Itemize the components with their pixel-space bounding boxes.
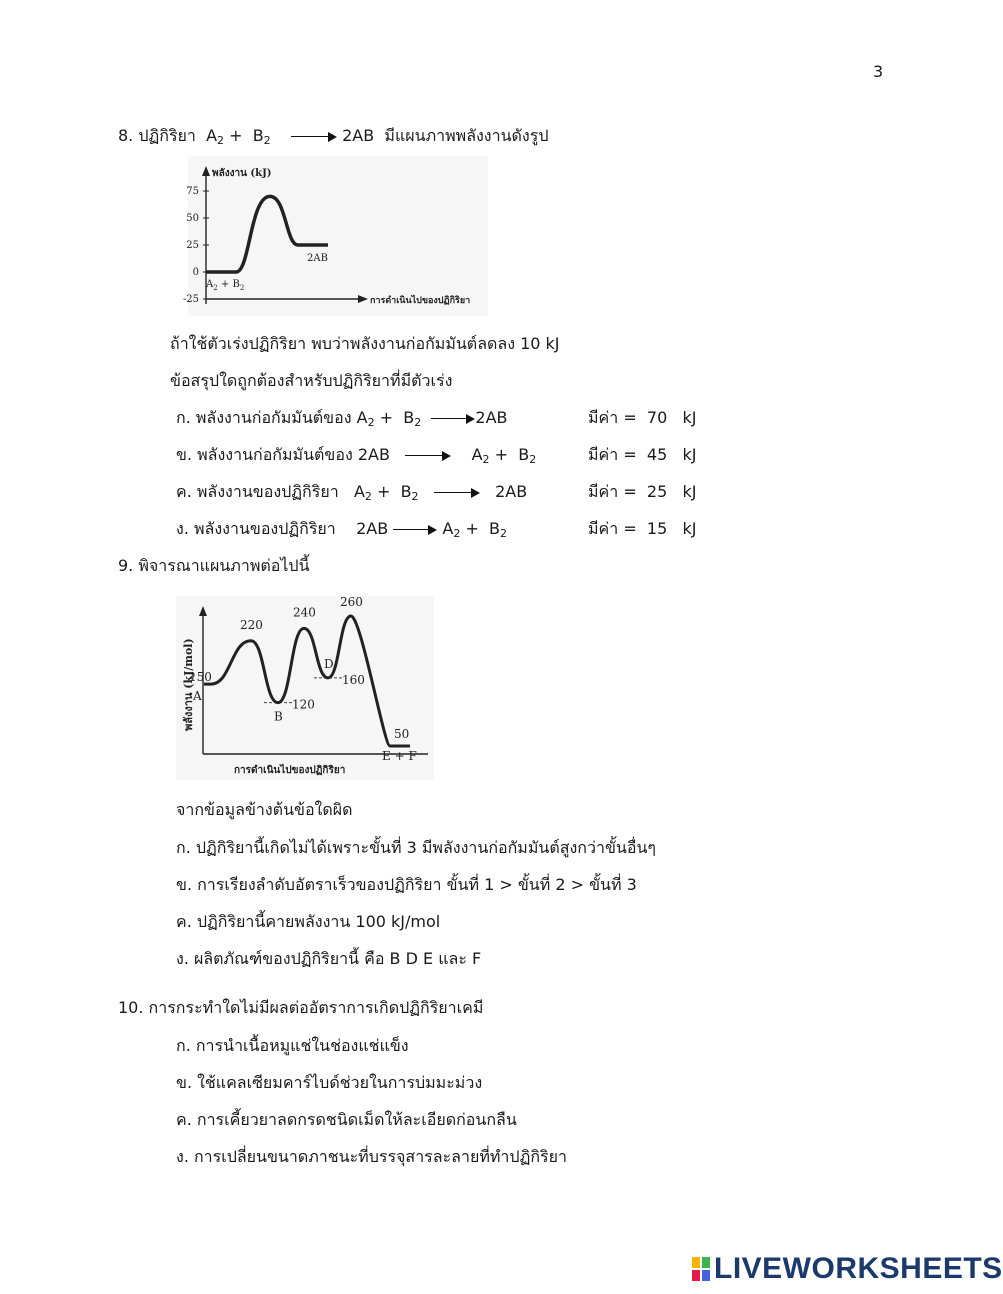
unit: kJ: [682, 482, 697, 501]
reaction-arrow-icon: [393, 525, 437, 535]
value: 15: [646, 519, 668, 538]
value-label: มีค่า =: [588, 519, 637, 538]
q8-option-c-value: [588, 482, 697, 502]
point-label: A: [193, 689, 202, 704]
liveworksheets-logo: [692, 1252, 1003, 1286]
option-label: ง. พลังงานของปฏิกิริยา: [176, 519, 336, 538]
q10-option-d[interactable]: ง. การเปลี่ยนขนาดภาชนะที่บรรจุสารละลายที่ทำปฏิกิริยา: [176, 1147, 567, 1166]
option-sub: 2: [500, 527, 508, 540]
q9-option-b[interactable]: ข. การเรียงลำดับอัตราเร็วของปฏิกิริยา ขั้นที่ 1 > ขั้นที่ 2 > ขั้นที่ 3: [176, 875, 637, 894]
page-number: 3: [873, 62, 884, 81]
q8-option-a[interactable]: ก. พลังงานก่อกัมมันต์ของ $A_2 + B_2$ 2AB: [176, 408, 508, 429]
q8-prefix: 8. ปฏิกิริยา: [118, 126, 196, 145]
q8-option-c[interactable]: ค. พลังงานของปฏิกิริยา $A_2 + B_2$ 2AB: [176, 482, 528, 503]
reaction-arrow-icon: [434, 488, 480, 498]
chart1-ylabel: พลังงาน (kJ): [212, 168, 272, 179]
option-formula: 2AB: [475, 408, 508, 427]
logo-block: [702, 1257, 710, 1268]
option-label: ข. พลังงานก่อกัมมันต์ของ 2AB: [176, 445, 390, 464]
chart1-xlabel: การดำเนินไปของปฏิกิริยา: [370, 296, 471, 306]
unit: kJ: [682, 519, 697, 538]
option-formula: A: [442, 519, 454, 538]
q8-lhs-a: A: [206, 126, 218, 145]
unit: kJ: [682, 408, 697, 427]
value-label: 220: [240, 617, 263, 632]
option-label: ก. พลังงานก่อกัมมันต์ของ: [176, 408, 352, 427]
reaction-arrow-icon: [291, 132, 337, 142]
q10-option-c[interactable]: ค. การเคี้ยวยาลดกรดชนิดเม็ดให้ละเอียดก่อนกลืน: [176, 1110, 517, 1129]
value-label: มีค่า =: [588, 482, 637, 501]
option-formula: 2AB: [356, 519, 389, 538]
point-label: E + F: [382, 749, 417, 763]
option-label: ค. พลังงานของปฏิกิริยา: [176, 482, 339, 501]
chart1-reactants-label: $A_2 + B_2$: [206, 279, 245, 292]
option-sub: 2: [453, 527, 461, 540]
q8-lhs-b-sub: 2: [263, 134, 271, 147]
y-tick-label: 75: [186, 186, 199, 197]
option-formula: B: [518, 445, 530, 464]
q8-lhs-a-sub: 2: [217, 134, 225, 147]
q9-option-a[interactable]: ก. ปฏิกิริยานี้เกิดไม่ได้เพราะขั้นที่ 3 มีพลังงานก่อกัมมันต์สูงกว่าขั้นอื่นๆ: [176, 838, 656, 857]
q8-option-b-value: [588, 445, 697, 465]
y-tick-label: 0: [192, 267, 199, 278]
q8-option-a-value: [588, 408, 697, 428]
option-formula: B: [489, 519, 501, 538]
q8-title: [118, 126, 549, 146]
option-sub: 2: [529, 453, 537, 466]
q8-plus: +: [229, 126, 243, 145]
logo-icon: [692, 1257, 710, 1281]
value: 70: [646, 408, 668, 427]
value-label: มีค่า =: [588, 408, 637, 427]
value-label: 160: [342, 672, 365, 687]
value-label: 260: [340, 595, 363, 609]
option-sub: 2: [414, 416, 422, 429]
value-label: 50: [394, 727, 410, 741]
option-sub: 2: [367, 416, 375, 429]
option-formula: A: [471, 445, 483, 464]
option-formula: B: [403, 408, 415, 427]
y-tick-label: -25: [182, 294, 199, 305]
logo-block: [692, 1257, 700, 1268]
q9-title: 9. พิจารณาแผนภาพต่อไปนี้: [118, 556, 310, 575]
logo-block: [702, 1270, 710, 1281]
logo-text: LIVEWORKSHEETS: [714, 1252, 1003, 1285]
option-sub: 2: [411, 490, 419, 503]
q8-option-b[interactable]: ข. พลังงานก่อกัมมันต์ของ 2AB $A_2 + B_2$: [176, 445, 537, 466]
q9-intro: จากข้อมูลข้างต้นข้อใดผิด: [176, 800, 353, 819]
q8-option-d-value: [588, 519, 697, 539]
point-label: B: [274, 709, 283, 724]
q10-option-a[interactable]: ก. การนำเนื้อหมูแช่ในช่องแช่แข็ง: [176, 1036, 409, 1055]
y-tick-label: 50: [186, 213, 199, 224]
value-label: 120: [292, 697, 315, 712]
point-label: D: [324, 656, 334, 671]
value-label: มีค่า =: [588, 445, 637, 464]
q8-suffix: มีแผนภาพพลังงานดังรูป: [384, 126, 549, 145]
q10-title: 10. การกระทำใดไม่มีผลต่ออัตราการเกิดปฏิกิริยาเคมี: [118, 998, 484, 1017]
value: 45: [646, 445, 668, 464]
value-label: 240: [293, 605, 316, 620]
reaction-arrow-icon: [405, 451, 451, 461]
y-tick-label: 25: [186, 240, 199, 251]
q8-rhs: 2AB: [342, 126, 375, 145]
q9-option-c[interactable]: ค. ปฏิกิริยานี้คายพลังงาน 100 kJ/mol: [176, 912, 441, 931]
unit: kJ: [682, 445, 697, 464]
option-sub: 2: [364, 490, 372, 503]
q8-option-d[interactable]: ง. พลังงานของปฏิกิริยา 2AB $A_2 + B_2$: [176, 519, 508, 540]
q8-lhs-b: B: [252, 126, 264, 145]
logo-block: [692, 1270, 700, 1281]
chart2-xlabel: การดำเนินไปของปฏิกิริยา: [234, 765, 346, 776]
option-formula: B: [400, 482, 412, 501]
option-formula: 2AB: [495, 482, 528, 501]
value: 25: [646, 482, 668, 501]
option-formula: A: [356, 408, 368, 427]
reaction-arrow-icon: [431, 414, 475, 424]
chart2-ylabel: พลังงาน (kJ/mol): [182, 638, 195, 731]
option-formula: A: [353, 482, 365, 501]
energy-diagram-1: [182, 156, 488, 316]
value-label: 150: [189, 670, 212, 685]
option-sub: 2: [482, 453, 490, 466]
q8-line2: ข้อสรุปใดถูกต้องสำหรับปฏิกิริยาที่มีตัวเร่ง: [170, 371, 453, 390]
q8-line1: ถ้าใช้ตัวเร่งปฏิกิริยา พบว่าพลังงานก่อกัมมันต์ลดลง 10 kJ: [170, 334, 560, 353]
chart1-products-label: 2AB: [307, 253, 328, 264]
q9-option-d[interactable]: ง. ผลิตภัณฑ์ของปฏิกิริยานี้ คือ B D E และ F: [176, 949, 482, 968]
q10-option-b[interactable]: ข. ใช้แคลเซียมคาร์ไบด์ช่วยในการบ่มมะม่วง: [176, 1073, 483, 1092]
energy-diagram-2: [176, 596, 434, 780]
